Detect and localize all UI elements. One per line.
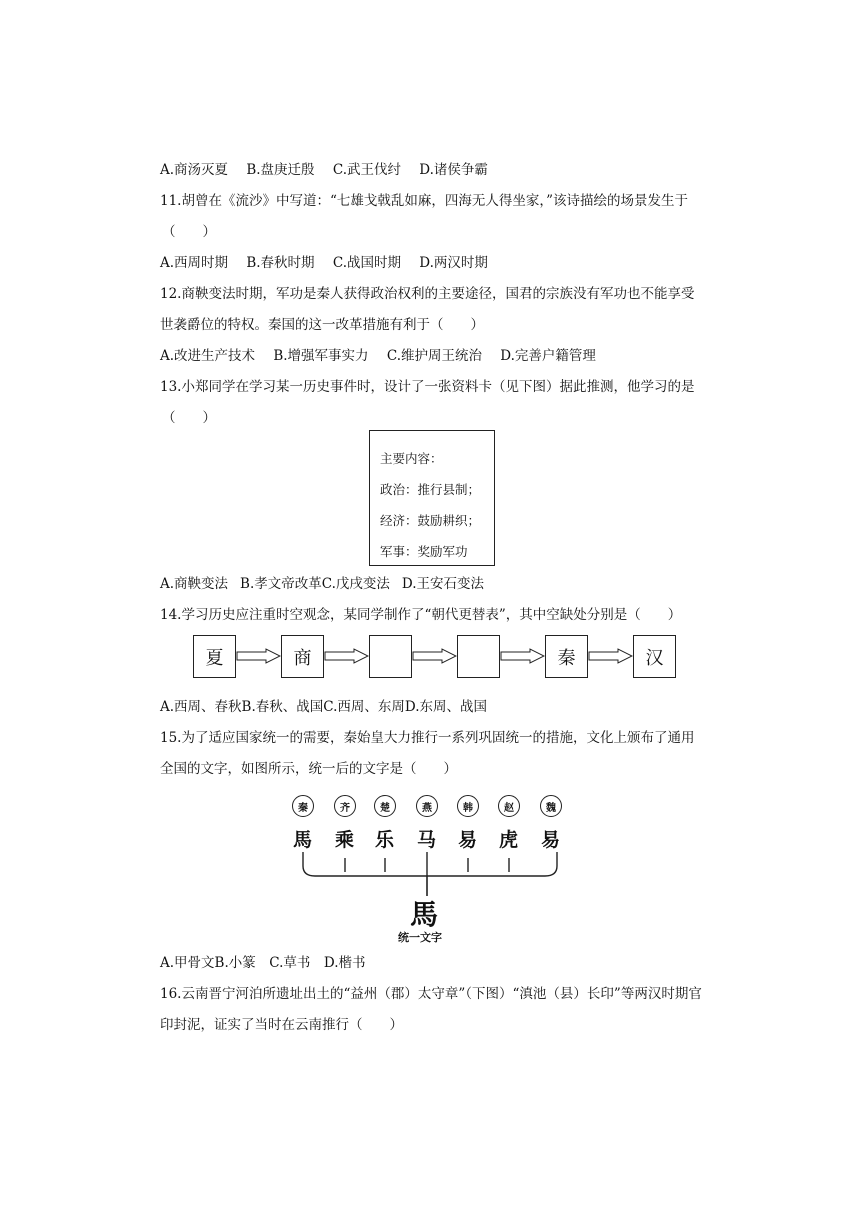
q10-option-a: A.商汤灭夏 bbox=[160, 162, 229, 178]
q13-text: 13.小郑同学在学习某一历史事件时，设计了一张资料卡（见下图）据此推测，他学习的是 bbox=[160, 379, 695, 395]
q11-blank: （ ） bbox=[162, 224, 216, 240]
q12-option-a: A.改进生产技术 bbox=[160, 348, 256, 364]
q15-options: A.甲骨文B.小篆 C.草书 D.楷书 bbox=[160, 955, 366, 971]
arrow-icon bbox=[236, 648, 281, 664]
card-military: 军事：奖励军功 bbox=[380, 544, 468, 559]
arrow-icon bbox=[324, 648, 369, 664]
state-qi: 齐 bbox=[334, 795, 356, 817]
q13-options bbox=[160, 575, 484, 593]
q12-text-2: 世袭爵位的特权。秦国的这一改革措施有利于（ ） bbox=[160, 317, 484, 333]
dynasty-box-xia: 夏 bbox=[193, 635, 236, 678]
q10-option-c: C.武王伐纣 bbox=[332, 162, 401, 178]
card-politics: 政治：推行县制； bbox=[380, 482, 481, 497]
q12-option-b: B.增强军事实力 bbox=[273, 348, 369, 364]
q15-text-2: 全国的文字，如图所示，统一后的文字是（ ） bbox=[160, 761, 457, 777]
q12-option-d: D.完善户籍管理 bbox=[500, 348, 596, 364]
state-han: 韩 bbox=[457, 795, 479, 817]
q11-option-b: B.春秋时期 bbox=[246, 255, 315, 271]
state-zhao: 赵 bbox=[498, 795, 520, 817]
q11-option-a: A.西周时期 bbox=[160, 255, 229, 271]
arrow-icon bbox=[588, 648, 633, 664]
state-chu: 楚 bbox=[374, 795, 396, 817]
q16-text-2: 印封泥，证实了当时在云南推行（ ） bbox=[160, 1017, 403, 1033]
dynasty-box-han: 汉 bbox=[633, 635, 676, 678]
seal-glyph-zhao: 虎 bbox=[499, 829, 519, 851]
q13-option-d: D.王安石变法 bbox=[401, 576, 485, 592]
seal-glyph-qi: 乘 bbox=[335, 829, 355, 851]
dynasty-box-shang: 商 bbox=[281, 635, 324, 678]
arrow-icon bbox=[500, 648, 545, 664]
dynasty-box-blank-1 bbox=[369, 635, 412, 678]
arrow-icon bbox=[412, 648, 457, 664]
q14-text: 14.学习历史应注重时空观念，某同学制作了“朝代更替表”，其中空缺处分别是（ ） bbox=[160, 607, 682, 623]
q13-blank: （ ） bbox=[162, 410, 216, 426]
q11-option-d: D.两汉时期 bbox=[419, 255, 488, 271]
q10-option-b: B.盘庚迁殷 bbox=[246, 162, 315, 178]
seal-glyph-chu: 乐 bbox=[375, 829, 395, 851]
q13-option-b: B.孝文帝改革 bbox=[240, 576, 322, 592]
q12-option-c: C.维护周王统治 bbox=[386, 348, 482, 364]
state-qin: 秦 bbox=[292, 795, 314, 817]
q12-options bbox=[160, 347, 610, 365]
q12-text: 12.商鞅变法时期，军功是秦人获得政治权利的主要途径，国君的宗族没有军功也不能享受 bbox=[160, 286, 695, 302]
info-card bbox=[369, 430, 495, 566]
q11-options bbox=[160, 254, 502, 272]
q15-text: 15.为了适应国家统一的需要，秦始皇大力推行一系列巩固统一的措施，文化上颁布了通用 bbox=[160, 730, 695, 746]
q10-options bbox=[160, 161, 502, 179]
q14-options: A.西周、春秋B.春秋、战国C.西周、东周D.东周、战国 bbox=[160, 699, 488, 715]
dynasty-box-qin: 秦 bbox=[545, 635, 588, 678]
card-economy: 经济：鼓励耕织； bbox=[380, 513, 481, 528]
unified-glyph: 馬 bbox=[410, 898, 439, 931]
q13-option-a: A.商鞅变法 bbox=[160, 576, 229, 592]
dynasty-box-blank-2 bbox=[457, 635, 500, 678]
unified-label: 统一文字 bbox=[398, 931, 442, 944]
seal-glyph-han: 易 bbox=[458, 829, 478, 851]
q13-option-c: C.戊戌变法 bbox=[321, 576, 390, 592]
q11-text: 11.胡曾在《流沙》中写道：“七雄戈戟乱如麻，四海无人得坐家，”该诗描绘的场景发生于 bbox=[160, 193, 689, 209]
card-title: 主要内容： bbox=[380, 451, 443, 466]
q16-text: 16.云南晋宁河泊所遗址出土的“益州（郡）太守章”（下图）“滇池（县）长印”等两汉时期官 bbox=[160, 986, 702, 1002]
seal-glyph-yan: 马 bbox=[417, 829, 437, 851]
state-wei: 魏 bbox=[540, 795, 562, 817]
q11-option-c: C.战国时期 bbox=[332, 255, 401, 271]
seal-glyph-qin: 馬 bbox=[293, 829, 313, 851]
state-yan: 燕 bbox=[416, 795, 438, 817]
seal-glyph-wei: 易 bbox=[541, 829, 561, 851]
unification-bracket bbox=[295, 850, 565, 898]
q10-option-d: D.诸侯争霸 bbox=[419, 162, 488, 178]
